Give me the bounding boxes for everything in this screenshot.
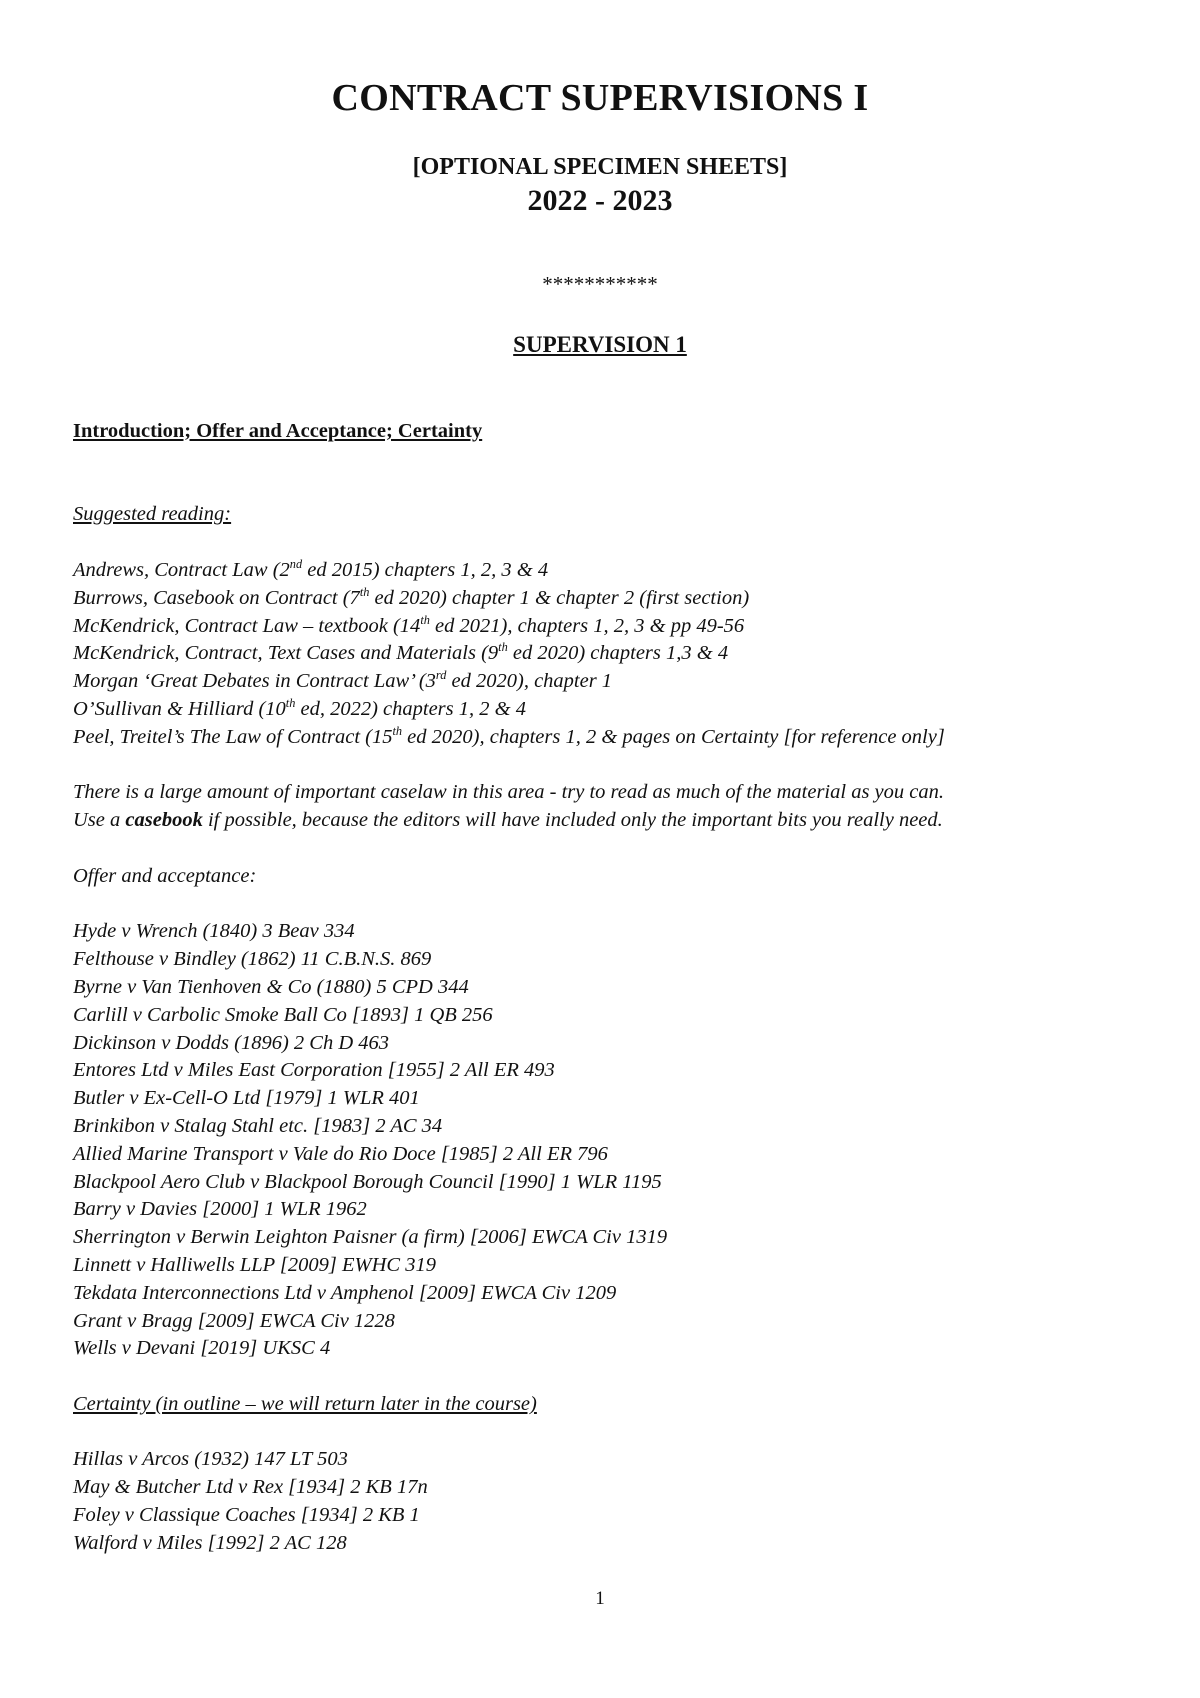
certainty-heading: Certainty (in outline – we will return later in the course) [73,1392,537,1415]
case-item: Sherrington v Berwin Leighton Paisner (a firm) [2006] EWCA Civ 1319 [73,1226,668,1249]
case-item: Felthouse v Bindley (1862) 11 C.B.N.S. 869 [73,948,432,971]
reading-item: Burrows, Casebook on Contract (7th ed 2020) chapter 1 & chapter 2 (first section) [73,584,750,609]
offer-acceptance-case-list [73,918,1153,1363]
case-item: Dickinson v Dodds (1896) 2 Ch D 463 [73,1031,390,1054]
note-line: Use a casebook if possible, because the editors will have included only the important bits you really need. [73,809,943,832]
case-item: Carlill v Carbolic Smoke Ball Co [1893] 1 QB 256 [73,1003,493,1026]
case-item: Grant v Bragg [2009] EWCA Civ 1228 [73,1309,395,1332]
reading-item: Peel, Treitel’s The Law of Contract (15th ed 2020), chapters 1, 2 & pages on Certainty [for reference only] [73,723,945,748]
reading-note [73,779,1153,835]
page-number: 1 [595,1588,605,1609]
case-item: Blackpool Aero Club v Blackpool Borough Council [1990] 1 WLR 1195 [73,1170,662,1193]
case-item: Entores Ltd v Miles East Corporation [1955] 2 All ER 493 [73,1059,555,1082]
casebook-emphasis: casebook [125,809,203,832]
academic-year: 2022 - 2023 [527,184,673,217]
reading-item: Morgan ‘Great Debates in Contract Law’ (3rd ed 2020), chapter 1 [73,668,613,693]
reading-list [73,557,1153,752]
case-item: Foley v Classique Coaches [1934] 2 KB 1 [73,1504,420,1527]
case-item: Byrne v Van Tienhoven & Co (1880) 5 CPD 344 [73,975,469,998]
note-line: There is a large amount of important caselaw in this area - try to read as much of the material as you can. [73,781,944,804]
case-item: Walford v Miles [1992] 2 AC 128 [73,1531,347,1554]
reading-heading: Suggested reading: [73,503,232,526]
document-subtitle: [OPTIONAL SPECIMEN SHEETS] [412,154,788,180]
reading-item: O’Sullivan & Hilliard (10th ed, 2022) chapters 1, 2 & 4 [73,696,526,720]
supervision-heading: SUPERVISION 1 [513,332,687,357]
case-item: Tekdata Interconnections Ltd v Amphenol [2009] EWCA Civ 1209 [73,1281,617,1304]
offer-acceptance-heading: Offer and acceptance: [73,864,257,887]
document-title: CONTRACT SUPERVISIONS I [331,77,869,119]
case-item: Wells v Devani [2019] UKSC 4 [73,1337,331,1360]
case-item: Barry v Davies [2000] 1 WLR 1962 [73,1198,367,1221]
case-item: Hyde v Wrench (1840) 3 Beav 334 [73,920,355,943]
supervision-content [73,418,1153,1558]
section-separator: *********** [542,272,658,296]
case-item: Brinkibon v Stalag Stahl etc. [1983] 2 AC 34 [73,1114,443,1137]
case-item: May & Butcher Ltd v Rex [1934] 2 KB 17n [73,1476,428,1499]
reading-item: McKendrick, Contract Law – textbook (14th ed 2021), chapters 1, 2, 3 & pp 49-56 [73,612,745,637]
reading-item: McKendrick, Contract, Text Cases and Materials (9th ed 2020) chapters 1,3 & 4 [73,640,729,665]
case-item: Hillas v Arcos (1932) 147 LT 503 [73,1448,348,1471]
case-item: Allied Marine Transport v Vale do Rio Doce [1985] 2 All ER 796 [73,1142,608,1165]
topic-heading: Introduction; Offer and Acceptance; Certainty [73,420,483,442]
case-item: Linnett v Halliwells LLP [2009] EWHC 319 [73,1253,436,1276]
certainty-case-list [73,1446,1153,1557]
reading-item: Andrews, Contract Law (2nd ed 2015) chapters 1, 2, 3 & 4 [73,557,549,581]
case-item: Butler v Ex-Cell-O Ltd [1979] 1 WLR 401 [73,1087,420,1110]
